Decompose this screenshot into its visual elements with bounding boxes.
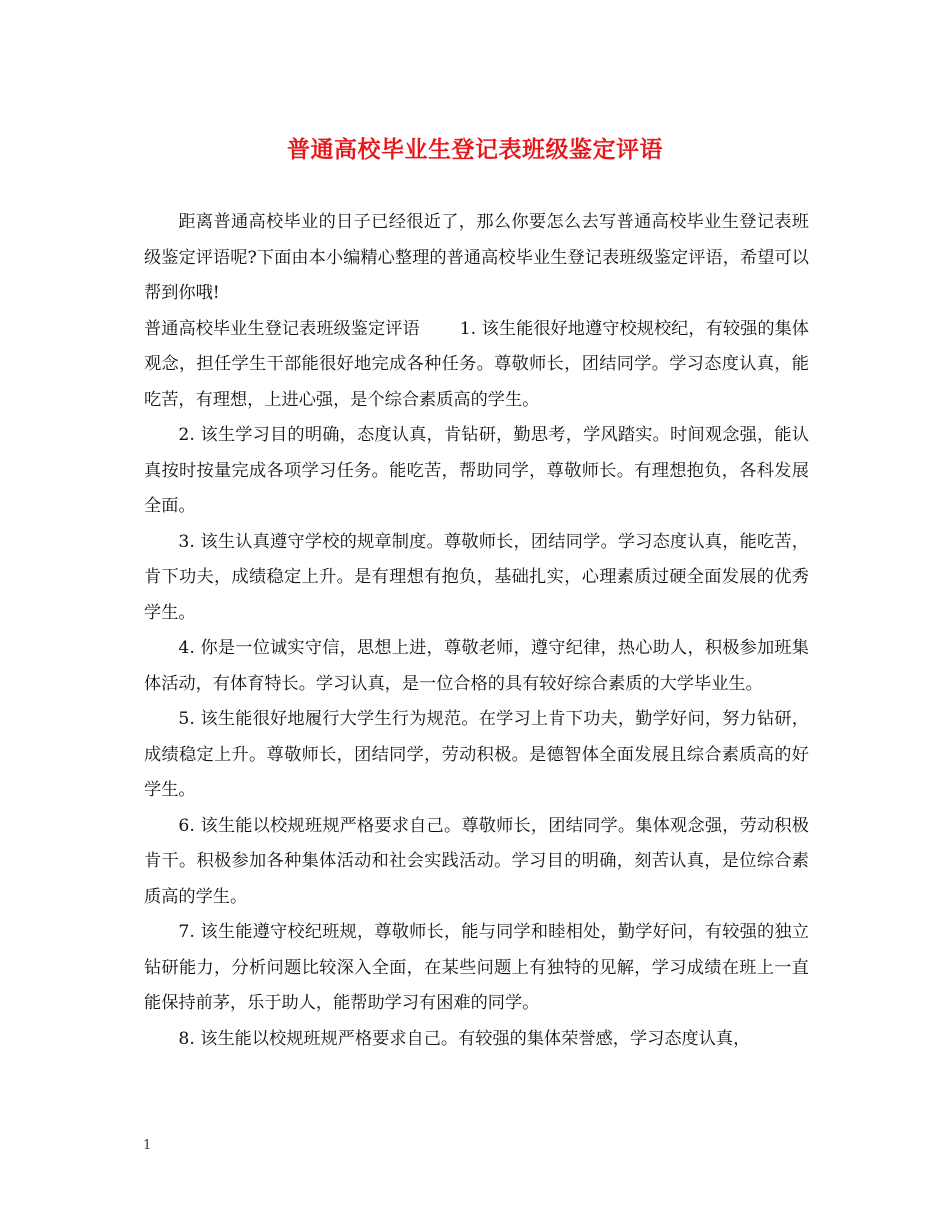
document-body (144, 205, 809, 1057)
section-heading: 普通高校毕业生登记表班级鉴定评语 (144, 318, 420, 339)
list-item-5: 5. 该生能很好地履行大学生行为规范。在学习上肯下功夫，勤学好问，努力钻研，成绩稳定上升。尊敬师长，团结同学，劳动积极。是德智体全面发展且综合素质高的好学生。 (144, 709, 809, 800)
list-item-8: 8. 该生能以校规班规严格要求自己。有较强的集体荣誉感，学习态度认真， (178, 1028, 751, 1049)
list-item-3: 3. 该生认真遵守学校的规章制度。尊敬师长，团结同学。学习态度认真，能吃苦，肯下功夫，成绩稳定上升。是有理想有抱负，基础扎实，心理素质过硬全面发展的优秀学生。 (144, 531, 809, 623)
page-number: 1 (143, 1138, 152, 1153)
section-heading-paragraph (144, 312, 809, 419)
list-item-2: 2. 该生学习目的明确，态度认真，肯钻研，勤思考，学风踏实。时间观念强，能认真按时按量完成各项学习任务。能吃苦，帮助同学，尊敬师长。有理想抱负，各科发展全面。 (144, 425, 809, 516)
list-item-1: 1. 该生能很好地遵守校规校纪，有较强的集体观念，担任学生干部能很好地完成各种任务。尊敬师长，团结同学。学习态度认真，能吃苦，有理想，上进心强，是个综合素质高的学生。 (144, 318, 809, 410)
document-title: 普通高校毕业生登记表班级鉴定评语 (287, 136, 663, 163)
list-item-6: 6. 该生能以校规班规严格要求自己。尊敬师长，团结同学。集体观念强，劳动积极肯干。积极参加各种集体活动和社会实践活动。学习目的明确，刻苦认真，是位综合素质高的学生。 (144, 815, 809, 907)
list-item-7: 7. 该生能遵守校纪班规，尊敬师长，能与同学和睦相处，勤学好问，有较强的独立钻研能力，分析问题比较深入全面，在某些问题上有独特的见解，学习成绩在班上一直能保持前茅，乐于助人，能帮助学习有困难的同学。 (144, 922, 809, 1013)
intro-paragraph: 距离普通高校毕业的日子已经很近了，那么你要怎么去写普通高校毕业生登记表班级鉴定评语呢?下面由本小编精心整理的普通高校毕业生登记表班级鉴定评语，希望可以帮到你哦! (144, 212, 809, 303)
list-item-4: 4. 你是一位诚实守信，思想上进，尊敬老师，遵守纪律，热心助人，积极参加班集体活动，有体育特长。学习认真，是一位合格的具有较好综合素质的大学毕业生。 (144, 638, 809, 694)
